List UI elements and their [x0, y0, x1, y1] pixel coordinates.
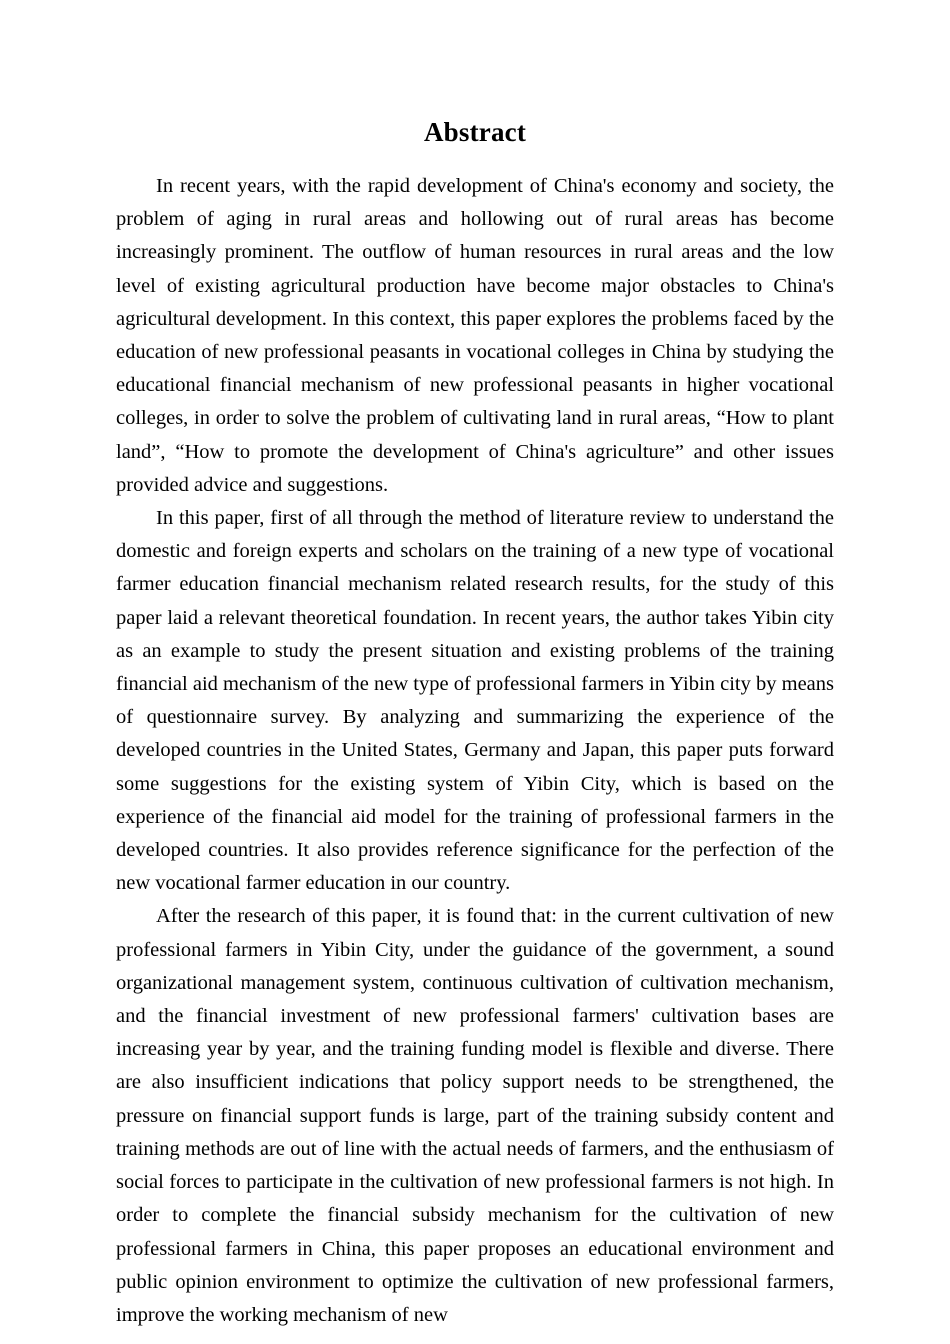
abstract-body	[116, 170, 834, 1332]
page-text-column	[116, 0, 834, 1332]
abstract-paragraph-1: In recent years, with the rapid development of China's economy and society, the problem of aging in rural areas and hollowing out of rural areas has become increasingly prominent. The outflow of human resources in rural areas and the low level of existing agricultural production have become major obstacles to China's agricultural development. In this context, this paper explores the problems faced by the education of new professional peasants in vocational colleges in China by studying the educational financial mechanism of new professional peasants in higher vocational colleges, in order to solve the problem of cultivating land in rural areas, “How to plant land”, “How to promote the development of China's agriculture” and other issues provided advice and suggestions.	[116, 175, 834, 496]
abstract-paragraph-2: In this paper, first of all through the method of literature review to understand the domestic and foreign experts and scholars on the training of a new type of vocational farmer education financial mechanism related research results, for the study of this paper laid a relevant theoretical foundation. In recent years, the author takes Yibin city as an example to study the present situation and existing problems of the training financial aid mechanism of the new type of professional farmers in Yibin city by means of questionnaire survey. By analyzing and summarizing the experience of the developed countries in the United States, Germany and Japan, this paper puts forward some suggestions for the existing system of Yibin City, which is based on the experience of the financial aid model for the training of professional farmers in the developed countries. It also provides reference significance for the perfection of the new vocational farmer education in our country.	[116, 507, 834, 895]
page-title: Abstract	[423, 117, 527, 147]
abstract-paragraph-3: After the research of this paper, it is found that: in the current cultivation of new professional farmers in Yibin City, under the guidance of the government, a sound organizational management system, continuous cultivation of cultivation mechanism, and the financial investment of new professional farmers' cultivation bases are increasing year by year, and the training funding model is flexible and diverse. There are also insufficient indications that policy support needs to be strengthened, the pressure on financial support funds is large, part of the training subsidy content and training methods are out of line with the actual needs of farmers, and the enthusiasm of social forces to participate in the cultivation of new professional farmers is not high. In order to complete the financial subsidy mechanism for the cultivation of new professional farmers in China, this paper proposes an educational environment and public opinion environment to optimize the cultivation of new professional farmers, improve the working mechanism of new	[116, 905, 834, 1326]
